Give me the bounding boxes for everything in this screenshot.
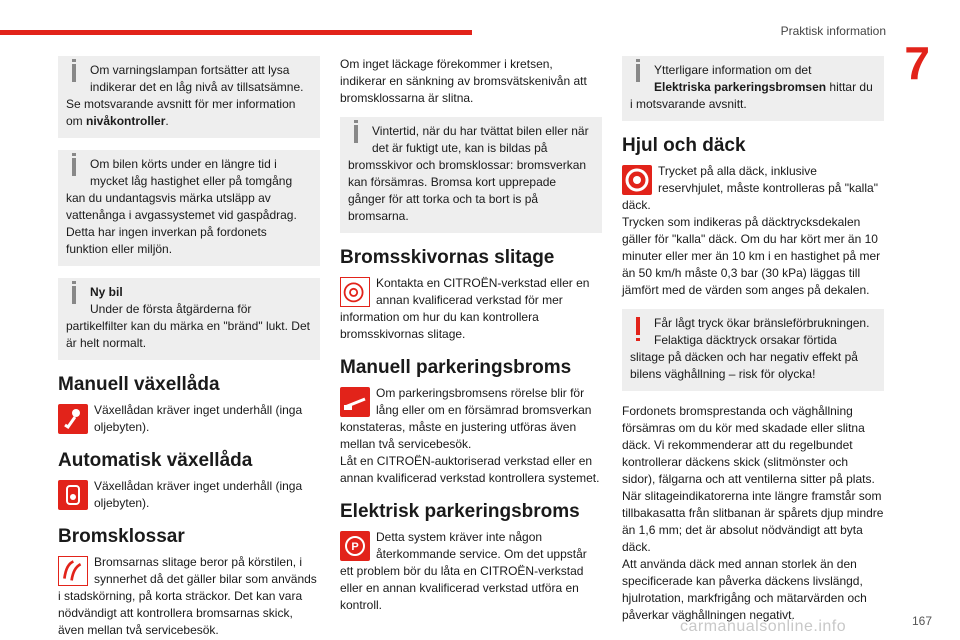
- note-text: mycket låg hastighet eller på tomgång: [90, 174, 293, 188]
- heading-brake-pads: Bromsklossar: [58, 526, 185, 547]
- note-text: det är fuktigt ute, kan is bildas på: [372, 141, 548, 155]
- column-1: [58, 56, 320, 639]
- note-text: Om bilen körts under en längre tid i: [90, 157, 277, 171]
- chapter-number: 7: [904, 37, 930, 89]
- body-text: däck.: [622, 198, 651, 212]
- automatic-gearbox-icon: [58, 480, 88, 510]
- note-text: bromsskivor och bromsklossar: bromsverkan kan försämras. Bromsa kort upprepade gånger för att torka och ta bort is på bromsarna.: [348, 158, 587, 223]
- body-text: Om parkeringsbromsens rörelse blir för: [376, 386, 585, 400]
- body-text: Att använda däck med annan storlek än den specificerade kan påverka däckens livslängd, hjulrotation, markfrigång och mätarvärden och påverkar väghållningen negativt.: [622, 557, 867, 622]
- body-text: Om inget läckage förekommer i kretsen, indikerar en sänkning av bromsvätskenivån att bromsklossarna är slitna.: [340, 57, 587, 105]
- heading-wheels-tyres: Hjul och däck: [622, 135, 746, 156]
- brake-pads-block: [58, 554, 320, 588]
- note-text: Elektriska parkeringsbromsen hittar du: [654, 80, 873, 94]
- body-text: ett problem bör du låta en CITROËN-verkstad eller en annan kvalificerad verkstad utföra en kontroll.: [340, 564, 584, 612]
- body-text: synnerhet då det gäller bilar som används: [94, 572, 317, 586]
- info-note: [58, 56, 320, 138]
- manual-parking-brake-block: [340, 385, 602, 419]
- note-text: kan du undantagsvis märka utsläpp av vattenånga i avgassystemet vid gaspådrag. Detta har ingen inverkan på fordonets funktion eller miljön.: [66, 191, 297, 256]
- note-text: Vintertid, när du har tvättat bilen eller när: [372, 124, 589, 138]
- body-text: lång eller om en försämrad bromsverkan: [376, 403, 592, 417]
- body-text: i stadskörning, på korta sträckor. Det kan vara nödvändigt att kontrollera bromsarnas skick, även mellan två servicebesök.: [58, 589, 303, 637]
- page-number: 167: [911, 614, 932, 628]
- note-text: Får lågt tryck ökar bränsleförbrukningen.: [654, 316, 870, 330]
- info-icon: [354, 125, 358, 143]
- body-text: information om hur du kan kontrollera bromsskivornas slitage.: [340, 310, 539, 341]
- body-text: Låt en CITROËN-auktoriserad verkstad eller en annan kvalificerad verkstad kontrollera systemet.: [340, 454, 600, 485]
- note-title: Ny bil: [90, 285, 123, 299]
- info-note: [622, 56, 884, 121]
- body-text: reservhjulet, måste kontrolleras på "kalla": [658, 181, 878, 195]
- info-note: [58, 278, 320, 360]
- heading-manual-gearbox: Manuell växellåda: [58, 374, 220, 395]
- note-text: Felaktiga däcktryck orsakar förtida: [654, 333, 837, 347]
- electric-parking-brake-block: [340, 529, 602, 563]
- body-text: Trycken som indikeras på däcktrycksdekalen gäller för "kalla" däck. Om du har kört mer än 10 minuter eller mer än 10 km i en hastighet på mer än 50 km/h måste 0,3 bar (30 kPa) läggas till jämfört med de värden som anges på dekalen.: [622, 215, 881, 297]
- section-title: Praktisk information: [780, 24, 886, 38]
- info-icon: [636, 64, 640, 82]
- info-note: [340, 117, 602, 233]
- info-note: [58, 150, 320, 266]
- brake-discs-block: [340, 275, 602, 309]
- svg-text:P: P: [351, 541, 359, 553]
- body-text: Bromsarnas slitage beror på körstilen, i: [94, 555, 303, 569]
- body-text: Växellådan kräver inget underhåll (inga: [94, 403, 303, 417]
- column-3: [622, 56, 884, 624]
- body-text: Kontakta en CITROËN-verkstad eller en: [376, 276, 590, 290]
- body-text: annan kvalificerad verkstad för mer: [376, 293, 563, 307]
- electric-parking-brake-icon: [340, 531, 370, 561]
- wheels-block: [622, 163, 884, 197]
- body-text: oljebyten).: [94, 420, 150, 434]
- body-text: När slitageindikatorerna inte längre framstår som tillbakasatta från slitbanan är spårets djup mindre än 1,6 mm; det är absolut nödvändigt att byta däck.: [622, 489, 884, 554]
- warning-note: [622, 309, 884, 391]
- brake-pad-icon: [58, 556, 88, 586]
- header-accent-bar: [0, 30, 472, 35]
- info-icon: [72, 64, 76, 82]
- heading-brake-discs: Bromsskivornas slitage: [340, 247, 555, 268]
- note-text: partikelfilter kan du märka en "bränd" lukt. Det är helt normalt.: [66, 319, 310, 350]
- column-2: [340, 56, 602, 614]
- body-text: oljebyten).: [94, 496, 150, 510]
- body-text: återkommande service. Om det uppstår: [376, 547, 587, 561]
- tyre-icon: [622, 165, 652, 195]
- gear-lever-icon: [58, 404, 88, 434]
- note-text: Under de första åtgärderna för: [90, 302, 252, 316]
- auto-gearbox-block: [58, 478, 320, 512]
- parking-brake-lever-icon: [340, 387, 370, 417]
- heading-auto-gearbox: Automatisk växellåda: [58, 450, 253, 471]
- brake-disc-icon: [340, 277, 370, 307]
- note-text: Se motsvarande avsnitt för mer information: [66, 97, 296, 111]
- body-text: Fordonets bromsprestanda och väghållning försämras om du kör med skadade eller slitna däck. Vi rekommenderar att du regelbundet kontrollerar däckens skick (slitmönster och sidor), fälgarna och att ventilerna sitter på plats.: [622, 404, 875, 486]
- body-text: Trycket på alla däck, inklusive: [658, 164, 817, 178]
- bold-reference: Elektriska parkeringsbromsen: [654, 80, 827, 94]
- body-text: Detta system kräver inte någon: [376, 530, 543, 544]
- info-icon: [72, 286, 76, 304]
- manual-gearbox-block: [58, 402, 320, 436]
- note-text: Om varningslampan fortsätter att lysa: [90, 63, 290, 77]
- bold-reference: nivåkontroller: [86, 114, 166, 128]
- note-text: indikerar det en låg nivå av tillsatsämne.: [90, 80, 304, 94]
- note-text: om nivåkontroller.: [66, 114, 169, 128]
- warning-icon: [636, 317, 640, 335]
- note-text: slitage på däcken och har negativ effekt på bilens väghållning – risk för olycka!: [630, 350, 858, 381]
- body-text: Växellådan kräver inget underhåll (inga: [94, 479, 303, 493]
- heading-electric-parking-brake: Elektrisk parkeringsbroms: [340, 501, 580, 522]
- watermark: carmanualsonline.info: [680, 618, 847, 635]
- body-text: konstateras, måste en justering utföras även mellan två servicebesök.: [340, 420, 577, 451]
- heading-manual-parking-brake: Manuell parkeringsbroms: [340, 357, 572, 378]
- note-text: i motsvarande avsnitt.: [630, 97, 747, 111]
- note-text: Ytterligare information om det: [654, 63, 812, 77]
- info-icon: [72, 158, 76, 176]
